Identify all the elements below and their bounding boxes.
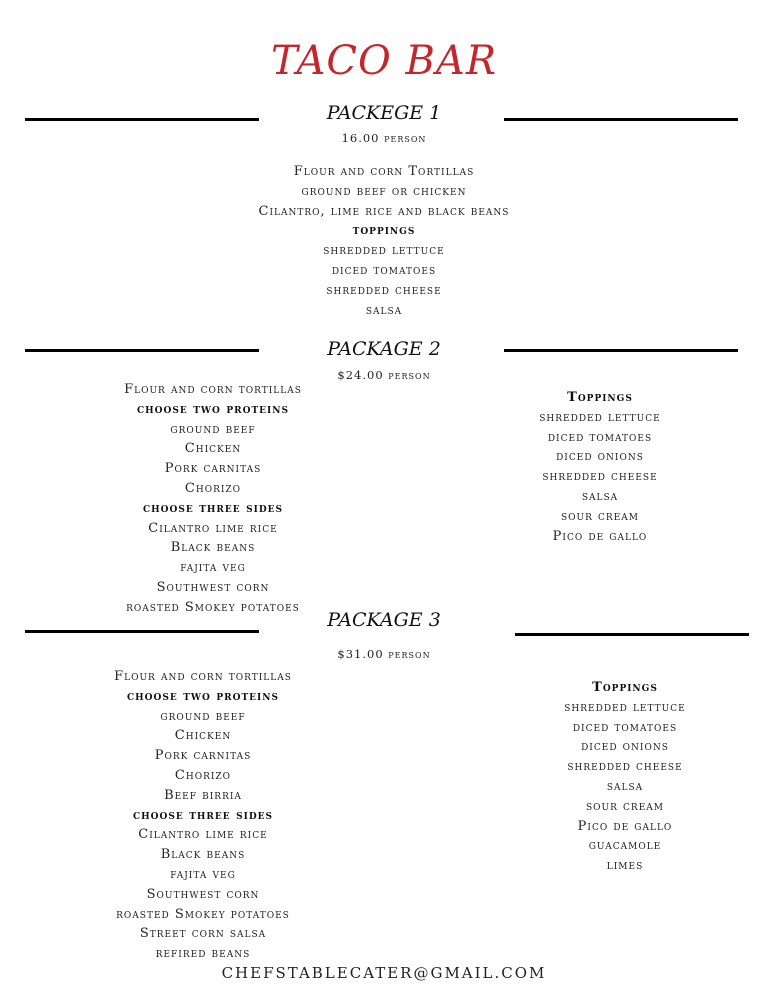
- menu-item: Pork carnitas: [154, 748, 252, 764]
- contact-email: CHEFSTABLECATER@GMAIL.COM: [221, 964, 547, 982]
- menu-item: Cilantro, lime rice and black beans: [258, 203, 510, 219]
- menu-item: shredded lettuce: [564, 699, 686, 715]
- menu-item: Chorizo: [184, 480, 242, 496]
- menu-item: Flour and corn Tortillas: [293, 164, 475, 179]
- menu-item: Chorizo: [174, 767, 232, 783]
- section-heading: Toppings: [592, 680, 658, 695]
- section-heading: Toppings: [567, 390, 633, 405]
- menu-item: sour cream: [586, 798, 664, 814]
- menu-item: Pico de gallo: [577, 818, 673, 834]
- menu-item: Chicken: [174, 728, 232, 744]
- menu-item: Cilantro lime rice: [148, 520, 278, 536]
- menu-item: roasted Smokey potatoes: [116, 906, 290, 922]
- menu-item: salsa: [606, 778, 644, 794]
- menu-item: fajita veg: [180, 560, 246, 576]
- menu-item: Street corn salsa: [139, 926, 267, 942]
- menu-item: Pico de gallo: [552, 528, 648, 544]
- menu-item: Flour and corn tortillas: [124, 382, 302, 397]
- menu-item: Black beans: [170, 540, 256, 556]
- divider-right: [515, 633, 749, 636]
- section-heading: choose three sides: [142, 500, 284, 516]
- menu-item: diced tomatoes: [547, 429, 653, 445]
- menu-item: shredded cheese: [567, 759, 683, 775]
- menu-item: salsa: [365, 302, 403, 318]
- package-3-title: PACKAGE 3: [327, 609, 441, 631]
- package-1-items: [184, 162, 584, 320]
- section-heading: choose two proteins: [137, 401, 289, 417]
- menu-item: Flour and corn tortillas: [114, 669, 292, 684]
- page-title: TACO BAR: [271, 38, 497, 84]
- menu-item: Black beans: [160, 847, 246, 863]
- package-3-items: [78, 667, 328, 964]
- section-heading: choose three sides: [132, 807, 274, 823]
- menu-item: limes: [606, 858, 644, 874]
- menu-item: diced onions: [556, 449, 644, 465]
- menu-item: ground beef: [170, 421, 256, 437]
- package-1-title: PACKEGE 1: [326, 102, 442, 124]
- menu-item: shredded cheese: [326, 282, 442, 298]
- menu-item: diced tomatoes: [572, 719, 678, 735]
- package-2-price: $24.00 person: [337, 368, 431, 382]
- menu-item: shredded lettuce: [323, 243, 445, 259]
- menu-item: shredded lettuce: [539, 409, 661, 425]
- section-heading: choose two proteins: [127, 688, 279, 704]
- menu-item: ground beef: [160, 708, 246, 724]
- package-3-price: $31.00 person: [337, 647, 431, 661]
- menu-item: guacamole: [588, 838, 662, 854]
- menu-item: Beef birria: [164, 787, 242, 803]
- menu-item: Cilantro lime rice: [138, 827, 268, 843]
- section-heading: toppings: [352, 223, 416, 239]
- menu-item: salsa: [581, 488, 619, 504]
- menu-item: roasted Smokey potatoes: [126, 599, 300, 615]
- menu-item: fajita veg: [170, 866, 236, 882]
- menu-item: diced tomatoes: [331, 262, 437, 278]
- menu-item: Chicken: [184, 441, 242, 457]
- package-2-title: PACKAGE 2: [327, 338, 441, 360]
- menu-item: Southwest corn: [146, 886, 260, 902]
- package-3-toppings: [515, 678, 735, 876]
- menu-item: sour cream: [561, 508, 639, 524]
- menu-item: diced onions: [581, 739, 669, 755]
- package-2-items: [88, 380, 338, 618]
- package-1-price: 16.00 person: [341, 131, 427, 145]
- menu-item: refired beans: [155, 946, 251, 962]
- menu-item: Southwest corn: [156, 579, 270, 595]
- package-2-toppings: [490, 388, 710, 546]
- menu-item: Pork carnitas: [164, 461, 262, 477]
- menu-item: ground beef or chicken: [301, 183, 467, 199]
- menu-item: shredded cheese: [542, 469, 658, 485]
